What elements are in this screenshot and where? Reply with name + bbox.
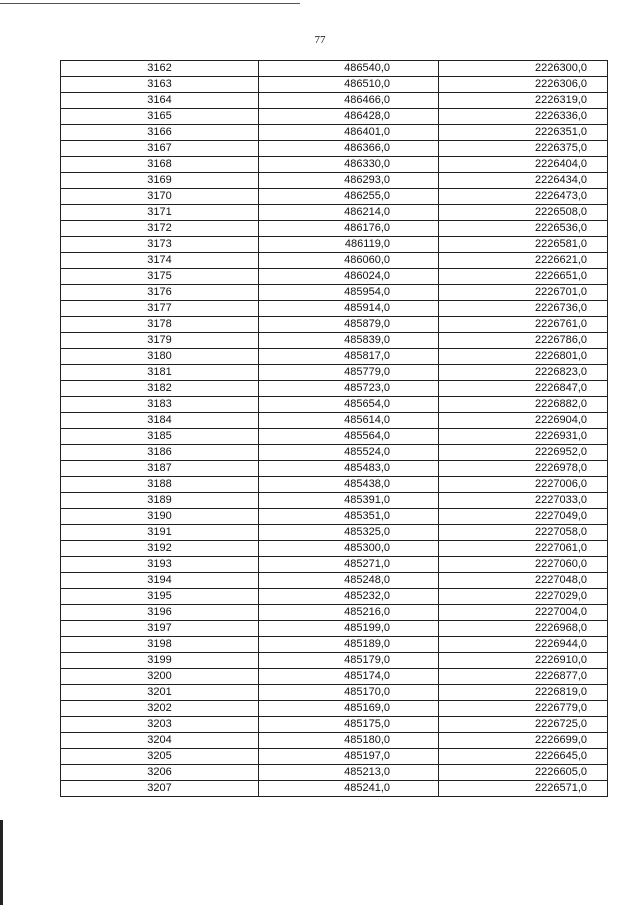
table-row [61, 285, 608, 301]
point-number-cell: 3163 [61, 77, 259, 93]
table-row [61, 685, 608, 701]
table-row [61, 781, 608, 797]
x-coordinate-cell: 485483,0 [259, 461, 439, 477]
table-row [61, 141, 608, 157]
x-coordinate-cell: 485391,0 [259, 493, 439, 509]
table-row [61, 509, 608, 525]
table-row [61, 637, 608, 653]
y-coordinate-cell: 2226931,0 [439, 429, 608, 445]
point-number-cell: 3176 [61, 285, 259, 301]
point-number-cell: 3172 [61, 221, 259, 237]
x-coordinate-cell: 485213,0 [259, 765, 439, 781]
x-coordinate-cell: 486510,0 [259, 77, 439, 93]
x-coordinate-cell: 486466,0 [259, 93, 439, 109]
x-coordinate-cell: 485175,0 [259, 717, 439, 733]
point-number-cell: 3200 [61, 669, 259, 685]
y-coordinate-cell: 2226306,0 [439, 77, 608, 93]
y-coordinate-cell: 2226944,0 [439, 637, 608, 653]
table-row [61, 717, 608, 733]
table-row [61, 413, 608, 429]
table-row [61, 605, 608, 621]
x-coordinate-cell: 486255,0 [259, 189, 439, 205]
y-coordinate-cell: 2226351,0 [439, 125, 608, 141]
y-coordinate-cell: 2226877,0 [439, 669, 608, 685]
x-coordinate-cell: 485169,0 [259, 701, 439, 717]
table-row [61, 573, 608, 589]
x-coordinate-cell: 486024,0 [259, 269, 439, 285]
y-coordinate-cell: 2226571,0 [439, 781, 608, 797]
y-coordinate-cell: 2227029,0 [439, 589, 608, 605]
y-coordinate-cell: 2226952,0 [439, 445, 608, 461]
y-coordinate-cell: 2226725,0 [439, 717, 608, 733]
point-number-cell: 3196 [61, 605, 259, 621]
y-coordinate-cell: 2226336,0 [439, 109, 608, 125]
table-row [61, 477, 608, 493]
y-coordinate-cell: 2226434,0 [439, 173, 608, 189]
table-row [61, 333, 608, 349]
table-row [61, 93, 608, 109]
table-row [61, 701, 608, 717]
top-rule [0, 3, 300, 4]
point-number-cell: 3179 [61, 333, 259, 349]
point-number-cell: 3185 [61, 429, 259, 445]
point-number-cell: 3201 [61, 685, 259, 701]
point-number-cell: 3195 [61, 589, 259, 605]
table-row [61, 109, 608, 125]
table-row [61, 269, 608, 285]
table-row [61, 669, 608, 685]
y-coordinate-cell: 2226651,0 [439, 269, 608, 285]
point-number-cell: 3188 [61, 477, 259, 493]
y-coordinate-cell: 2226300,0 [439, 61, 608, 77]
table-row [61, 397, 608, 413]
y-coordinate-cell: 2226910,0 [439, 653, 608, 669]
table-row [61, 653, 608, 669]
y-coordinate-cell: 2227048,0 [439, 573, 608, 589]
point-number-cell: 3207 [61, 781, 259, 797]
point-number-cell: 3173 [61, 237, 259, 253]
x-coordinate-cell: 485914,0 [259, 301, 439, 317]
y-coordinate-cell: 2227049,0 [439, 509, 608, 525]
y-coordinate-cell: 2226847,0 [439, 381, 608, 397]
x-coordinate-cell: 485614,0 [259, 413, 439, 429]
table-row [61, 365, 608, 381]
x-coordinate-cell: 485174,0 [259, 669, 439, 685]
x-coordinate-cell: 485189,0 [259, 637, 439, 653]
y-coordinate-cell: 2226404,0 [439, 157, 608, 173]
point-number-cell: 3165 [61, 109, 259, 125]
table-row [61, 77, 608, 93]
y-coordinate-cell: 2226786,0 [439, 333, 608, 349]
x-coordinate-cell: 485839,0 [259, 333, 439, 349]
x-coordinate-cell: 486119,0 [259, 237, 439, 253]
table-row [61, 301, 608, 317]
y-coordinate-cell: 2226508,0 [439, 205, 608, 221]
y-coordinate-cell: 2227033,0 [439, 493, 608, 509]
point-number-cell: 3199 [61, 653, 259, 669]
point-number-cell: 3203 [61, 717, 259, 733]
table-row [61, 525, 608, 541]
point-number-cell: 3181 [61, 365, 259, 381]
x-coordinate-cell: 486293,0 [259, 173, 439, 189]
y-coordinate-cell: 2226801,0 [439, 349, 608, 365]
y-coordinate-cell: 2226701,0 [439, 285, 608, 301]
table-row [61, 429, 608, 445]
point-number-cell: 3193 [61, 557, 259, 573]
page-number: 77 [314, 34, 326, 46]
x-coordinate-cell: 486330,0 [259, 157, 439, 173]
x-coordinate-cell: 485654,0 [259, 397, 439, 413]
x-coordinate-cell: 486176,0 [259, 221, 439, 237]
point-number-cell: 3171 [61, 205, 259, 221]
table-row [61, 557, 608, 573]
point-number-cell: 3184 [61, 413, 259, 429]
x-coordinate-cell: 485879,0 [259, 317, 439, 333]
point-number-cell: 3167 [61, 141, 259, 157]
x-coordinate-cell: 485199,0 [259, 621, 439, 637]
y-coordinate-cell: 2226621,0 [439, 253, 608, 269]
point-number-cell: 3177 [61, 301, 259, 317]
point-number-cell: 3174 [61, 253, 259, 269]
y-coordinate-cell: 2226699,0 [439, 733, 608, 749]
x-coordinate-cell: 485351,0 [259, 509, 439, 525]
table-row [61, 61, 608, 77]
point-number-cell: 3182 [61, 381, 259, 397]
point-number-cell: 3169 [61, 173, 259, 189]
y-coordinate-cell: 2227058,0 [439, 525, 608, 541]
table-row [61, 541, 608, 557]
x-coordinate-cell: 485241,0 [259, 781, 439, 797]
table-row [61, 445, 608, 461]
point-number-cell: 3189 [61, 493, 259, 509]
x-coordinate-cell: 486214,0 [259, 205, 439, 221]
y-coordinate-cell: 2226978,0 [439, 461, 608, 477]
y-coordinate-cell: 2227061,0 [439, 541, 608, 557]
table-row [61, 765, 608, 781]
x-coordinate-cell: 485248,0 [259, 573, 439, 589]
y-coordinate-cell: 2227004,0 [439, 605, 608, 621]
y-coordinate-cell: 2226882,0 [439, 397, 608, 413]
table-row [61, 589, 608, 605]
point-number-cell: 3191 [61, 525, 259, 541]
point-number-cell: 3194 [61, 573, 259, 589]
x-coordinate-cell: 485325,0 [259, 525, 439, 541]
y-coordinate-cell: 2226536,0 [439, 221, 608, 237]
point-number-cell: 3187 [61, 461, 259, 477]
y-coordinate-cell: 2226581,0 [439, 237, 608, 253]
y-coordinate-cell: 2226779,0 [439, 701, 608, 717]
table-row [61, 253, 608, 269]
x-coordinate-cell: 485723,0 [259, 381, 439, 397]
y-coordinate-cell: 2226473,0 [439, 189, 608, 205]
x-coordinate-cell: 486366,0 [259, 141, 439, 157]
coordinates-table-body [61, 61, 608, 797]
table-row [61, 205, 608, 221]
scan-edge-shadow [0, 820, 3, 905]
x-coordinate-cell: 486401,0 [259, 125, 439, 141]
x-coordinate-cell: 485564,0 [259, 429, 439, 445]
x-coordinate-cell: 485817,0 [259, 349, 439, 365]
x-coordinate-cell: 485438,0 [259, 477, 439, 493]
y-coordinate-cell: 2226968,0 [439, 621, 608, 637]
table-row [61, 189, 608, 205]
table-row [61, 221, 608, 237]
point-number-cell: 3204 [61, 733, 259, 749]
table-row [61, 173, 608, 189]
y-coordinate-cell: 2226375,0 [439, 141, 608, 157]
table-row [61, 125, 608, 141]
x-coordinate-cell: 485232,0 [259, 589, 439, 605]
point-number-cell: 3166 [61, 125, 259, 141]
point-number-cell: 3202 [61, 701, 259, 717]
point-number-cell: 3170 [61, 189, 259, 205]
y-coordinate-cell: 2227060,0 [439, 557, 608, 573]
table-row [61, 621, 608, 637]
y-coordinate-cell: 2226819,0 [439, 685, 608, 701]
y-coordinate-cell: 2227006,0 [439, 477, 608, 493]
y-coordinate-cell: 2226645,0 [439, 749, 608, 765]
y-coordinate-cell: 2226823,0 [439, 365, 608, 381]
x-coordinate-cell: 485216,0 [259, 605, 439, 621]
table-row [61, 237, 608, 253]
point-number-cell: 3183 [61, 397, 259, 413]
x-coordinate-cell: 485271,0 [259, 557, 439, 573]
y-coordinate-cell: 2226736,0 [439, 301, 608, 317]
point-number-cell: 3178 [61, 317, 259, 333]
x-coordinate-cell: 486540,0 [259, 61, 439, 77]
point-number-cell: 3168 [61, 157, 259, 173]
x-coordinate-cell: 485197,0 [259, 749, 439, 765]
x-coordinate-cell: 485300,0 [259, 541, 439, 557]
y-coordinate-cell: 2226761,0 [439, 317, 608, 333]
point-number-cell: 3186 [61, 445, 259, 461]
coordinates-table [60, 60, 608, 797]
table-row [61, 381, 608, 397]
y-coordinate-cell: 2226904,0 [439, 413, 608, 429]
x-coordinate-cell: 485170,0 [259, 685, 439, 701]
point-number-cell: 3180 [61, 349, 259, 365]
table-row [61, 461, 608, 477]
table-row [61, 157, 608, 173]
point-number-cell: 3205 [61, 749, 259, 765]
x-coordinate-cell: 485179,0 [259, 653, 439, 669]
point-number-cell: 3162 [61, 61, 259, 77]
point-number-cell: 3206 [61, 765, 259, 781]
x-coordinate-cell: 486428,0 [259, 109, 439, 125]
table-row [61, 349, 608, 365]
point-number-cell: 3198 [61, 637, 259, 653]
point-number-cell: 3190 [61, 509, 259, 525]
point-number-cell: 3164 [61, 93, 259, 109]
table-row [61, 493, 608, 509]
x-coordinate-cell: 485524,0 [259, 445, 439, 461]
x-coordinate-cell: 485180,0 [259, 733, 439, 749]
table-row [61, 749, 608, 765]
x-coordinate-cell: 485779,0 [259, 365, 439, 381]
y-coordinate-cell: 2226319,0 [439, 93, 608, 109]
x-coordinate-cell: 486060,0 [259, 253, 439, 269]
table-row [61, 733, 608, 749]
table-row [61, 317, 608, 333]
y-coordinate-cell: 2226605,0 [439, 765, 608, 781]
x-coordinate-cell: 485954,0 [259, 285, 439, 301]
point-number-cell: 3192 [61, 541, 259, 557]
point-number-cell: 3197 [61, 621, 259, 637]
point-number-cell: 3175 [61, 269, 259, 285]
